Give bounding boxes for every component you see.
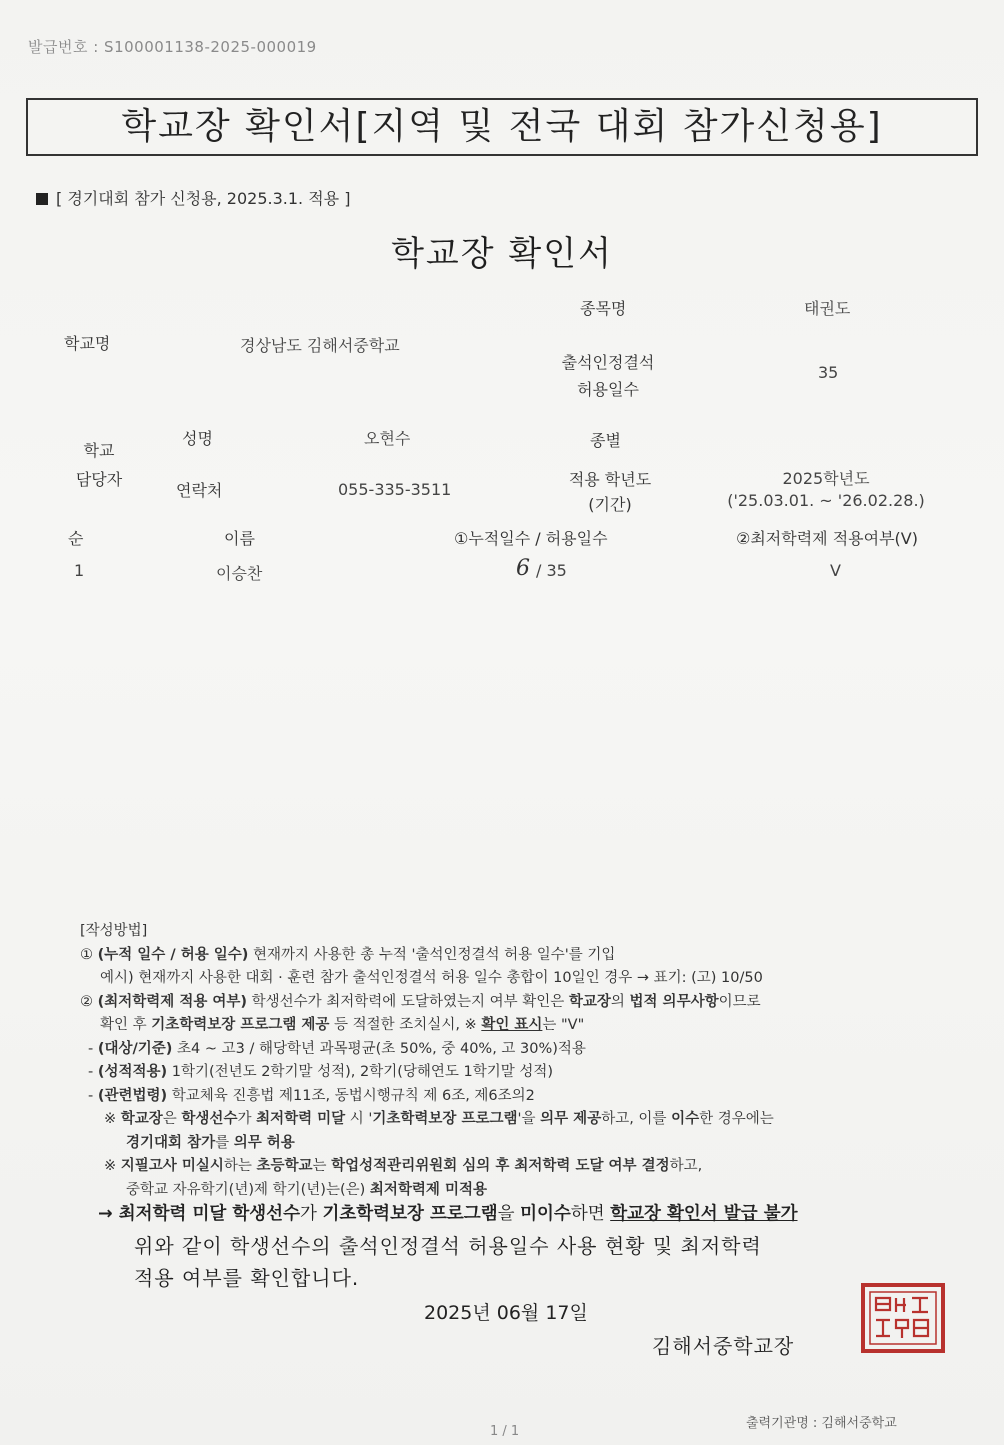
principal-signature-line: 김해서중학교장	[652, 1334, 795, 1358]
issue-date: 2025년 06월 17일	[424, 1302, 588, 1324]
form-subheading	[36, 186, 350, 209]
row-min-check: V	[830, 561, 841, 580]
method-heading: [작성방법]	[80, 923, 148, 939]
method-line-10: ※ 지필고사 미실시하는 초등학교는 학업성적관리위원회 심의 후 최저학력 도달 여부 결정하고,	[104, 1158, 703, 1174]
allowed-days-value: 35	[818, 363, 839, 382]
official-seal-icon	[860, 1282, 946, 1358]
row-used-days-handwritten: 6	[516, 556, 530, 581]
name-label: 성명	[182, 429, 213, 448]
manager-label	[64, 438, 134, 490]
page-number: 1 / 1	[490, 1424, 520, 1439]
row-no: 1	[74, 561, 85, 580]
category-label: 종별	[590, 431, 621, 450]
year-value-line2: ('25.03.01. ~ '26.02.28.)	[727, 491, 925, 510]
allowed-days-label	[548, 350, 668, 400]
square-bullet-icon	[36, 193, 48, 205]
method-line-4: 확인 후 기초학력보장 프로그램 제공 등 적절한 조치실시, ※ 확인 표시는 "V"	[100, 1017, 585, 1033]
method-line-1: ① (누적 일수 / 허용 일수) 현재까지 사용한 총 누적 '출석인정결석 허용 일수'를 기입	[80, 946, 616, 963]
sport-value: 태권도	[804, 299, 851, 318]
year-label-line2: (기간)	[588, 495, 632, 514]
manager-label-line2: 담당자	[75, 470, 123, 489]
allowed-days-label-line2: 허용일수	[577, 380, 639, 399]
name-value: 오현수	[364, 429, 411, 448]
confirmation-statement	[134, 1230, 762, 1294]
table-header-no: 순	[68, 529, 84, 548]
method-line-8: ※ 학교장은 학생선수가 최저학력 미달 시 '기초학력보장 프로그램'을 의무 제공하고, 이를 이수한 경우에는	[104, 1111, 774, 1127]
final-note: → 최저학력 미달 학생선수가 기초학력보장 프로그램을 미이수하면 학교장 확인서 발급 불가	[98, 1204, 798, 1224]
table-header-days: ①누적일수 / 허용일수	[454, 529, 608, 548]
method-line-5: - (대상/기준) 초4 ~ 고3 / 해당학년 과목평균(초 50%, 중 40%, 고 30%)적용	[88, 1040, 586, 1057]
subheading-text: [ 경기대회 참가 신청용, 2025.3.1. 적용 ]	[56, 189, 351, 208]
school-value: 경상남도 김해서중학교	[240, 336, 400, 355]
year-value	[706, 466, 946, 510]
contact-label: 연락처	[176, 481, 223, 500]
allowed-days-label-line1: 출석인정결석	[561, 353, 655, 372]
year-label-line1: 적용 학년도	[568, 470, 652, 489]
method-line-11: 중학교 자유학기(년)제 학기(년)는(은) 최저학력제 미적용	[126, 1181, 487, 1198]
method-line-9: 경기대회 참가를 의무 허용	[126, 1134, 295, 1151]
method-line-2: 예시) 현재까지 사용한 대회 · 훈련 참가 출석인정결석 허용 일수 총합이 10일인 경우 → 표기: (고) 10/50	[100, 970, 763, 986]
year-label	[550, 467, 670, 515]
method-line-7: - (관련법령) 학교체육 진흥법 제11조, 동법시행규칙 제 6조, 제6조의2	[88, 1087, 535, 1104]
confirmation-line-1: 위와 같이 학생선수의 출석인정결석 허용일수 사용 현황 및 최저학력	[134, 1234, 762, 1258]
document-title: 학교장 확인서	[391, 234, 613, 274]
method-line-3: ② (최저학력제 적용 여부) 학생선수가 최저학력에 도달하였는지 여부 확인은 학교장의 법적 의무사항이므로	[80, 993, 761, 1010]
contact-value: 055-335-3511	[338, 480, 452, 499]
confirmation-line-2: 적용 여부를 확인합니다.	[134, 1266, 360, 1290]
manager-label-line1: 학교	[83, 441, 115, 460]
row-name: 이승찬	[216, 564, 263, 583]
school-label: 학교명	[64, 334, 111, 353]
row-allowed-days: / 35	[536, 561, 567, 580]
writing-method	[80, 920, 774, 1202]
sport-label: 종목명	[580, 299, 627, 318]
printed-by: 출력기관명 : 김해서중학교	[746, 1416, 897, 1431]
form-title-box: 학교장 확인서[지역 및 전국 대회 참가신청용]	[26, 98, 978, 156]
issue-number: 발급번호 : S100001138-2025-000019	[28, 38, 317, 56]
table-header-min: ②최저학력제 적용여부(V)	[736, 529, 918, 548]
table-header-name: 이름	[224, 529, 255, 548]
method-line-6: - (성적적용) 1학기(전년도 2학기말 성적), 2학기(당해연도 1학기말 성적)	[88, 1064, 554, 1080]
year-value-line1: 2025학년도	[782, 469, 870, 488]
